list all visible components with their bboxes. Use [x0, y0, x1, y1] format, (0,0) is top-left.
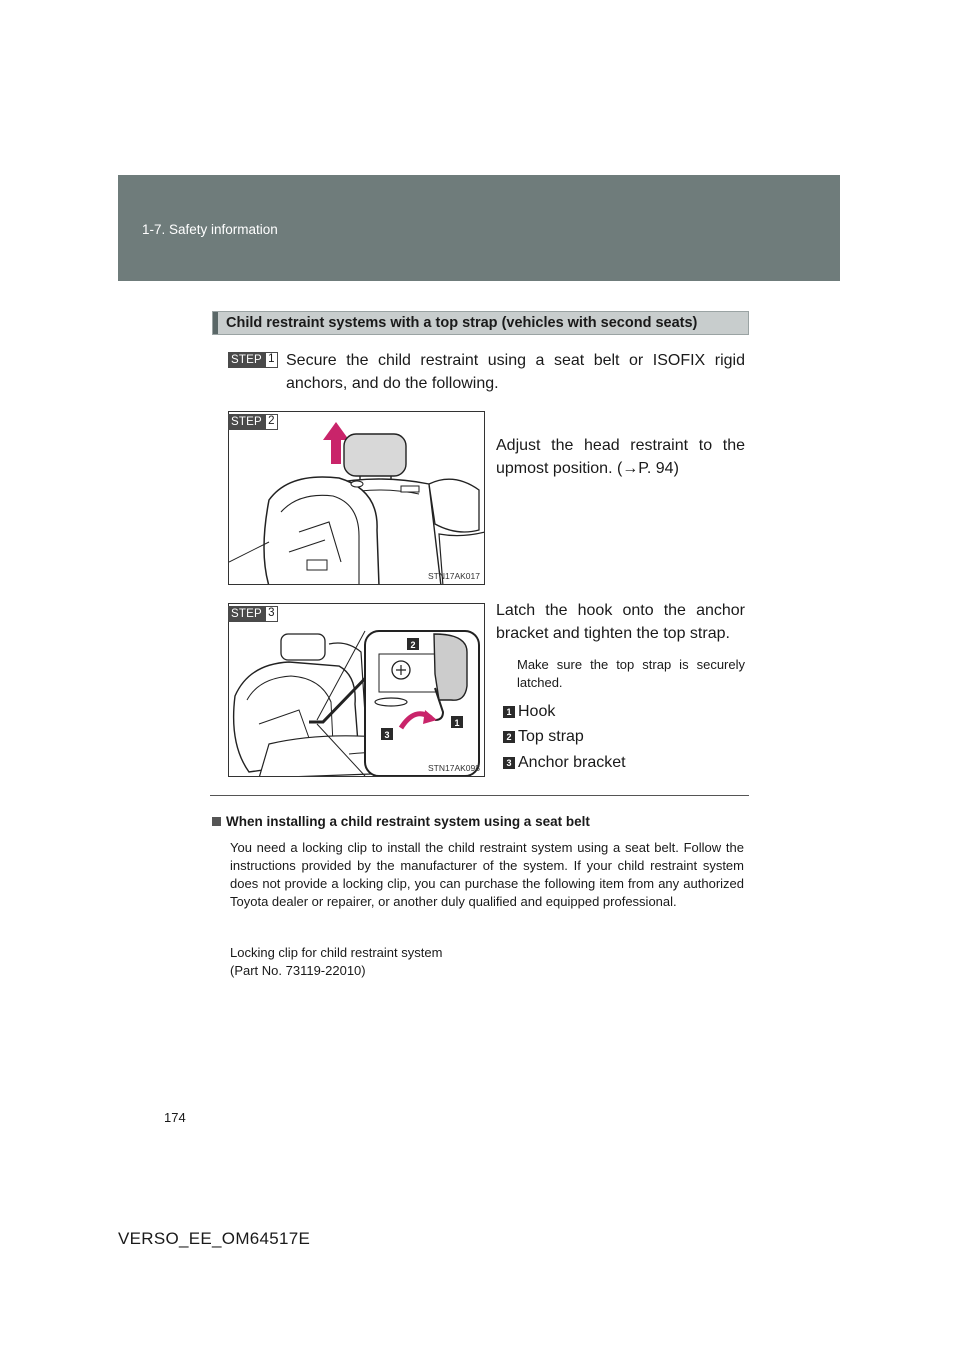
svg-text:2: 2 — [410, 640, 416, 650]
figure-code-step-3: STN17AK098 — [428, 763, 480, 773]
step-2-badge: STEP 2 — [228, 414, 278, 430]
section-divider — [210, 795, 749, 796]
step-2-figure — [228, 411, 485, 585]
document-code: VERSO_EE_OM64517E — [118, 1229, 311, 1248]
note-paragraph-2: Locking clip for child restraint system (Part No. 73119-22010) — [230, 945, 443, 978]
note-paragraph-1: You need a locking clip to install the child restraint system using a seat belt. Follow the instructions provided by the manufacturer of the system. If your child restraint system does not provide a locking clip, you can purchase the following item from any authorized Toyota dealer or repairer, or another duly qualified and equipped professional. — [230, 840, 744, 909]
section-header — [118, 175, 840, 281]
head-restraint-illustration — [229, 412, 485, 585]
note-title: When installing a child restraint system using a seat belt — [212, 814, 590, 829]
step-1-text: Secure the child restraint using a seat belt or ISOFIX rigid anchors, and do the following. — [286, 352, 745, 392]
step-3-note: Make sure the top strap is securely latched. — [517, 657, 745, 690]
section-title: 1-7. Safety information — [142, 222, 278, 237]
subheading-bar — [212, 311, 749, 335]
head-restraint-shape — [344, 434, 406, 476]
step-1-badge: STEP 1 — [228, 352, 278, 368]
step-2-text: Adjust the head restraint to the upmost position. (→P. 94) — [496, 437, 745, 477]
svg-text:1: 1 — [454, 718, 460, 728]
anchor-bracket-illustration — [229, 604, 485, 777]
legend-item-top-strap: 2 Top strap — [503, 728, 584, 746]
legend-item-anchor-bracket: 3 Anchor bracket — [503, 754, 626, 772]
step-3-badge: STEP 3 — [228, 606, 278, 622]
svg-text:3: 3 — [384, 730, 390, 740]
legend-item-hook: 1 Hook — [503, 703, 555, 721]
step-3-text: Latch the hook onto the anchor bracket and tighten the top strap. — [496, 602, 745, 642]
step-3-figure — [228, 603, 485, 777]
figure-code-step-2: STN17AK017 — [428, 571, 480, 581]
square-bullet-icon — [212, 817, 221, 826]
page-number: 174 — [164, 1110, 186, 1125]
subheading-text: Child restraint systems with a top strap (vehicles with second seats) — [226, 315, 698, 331]
